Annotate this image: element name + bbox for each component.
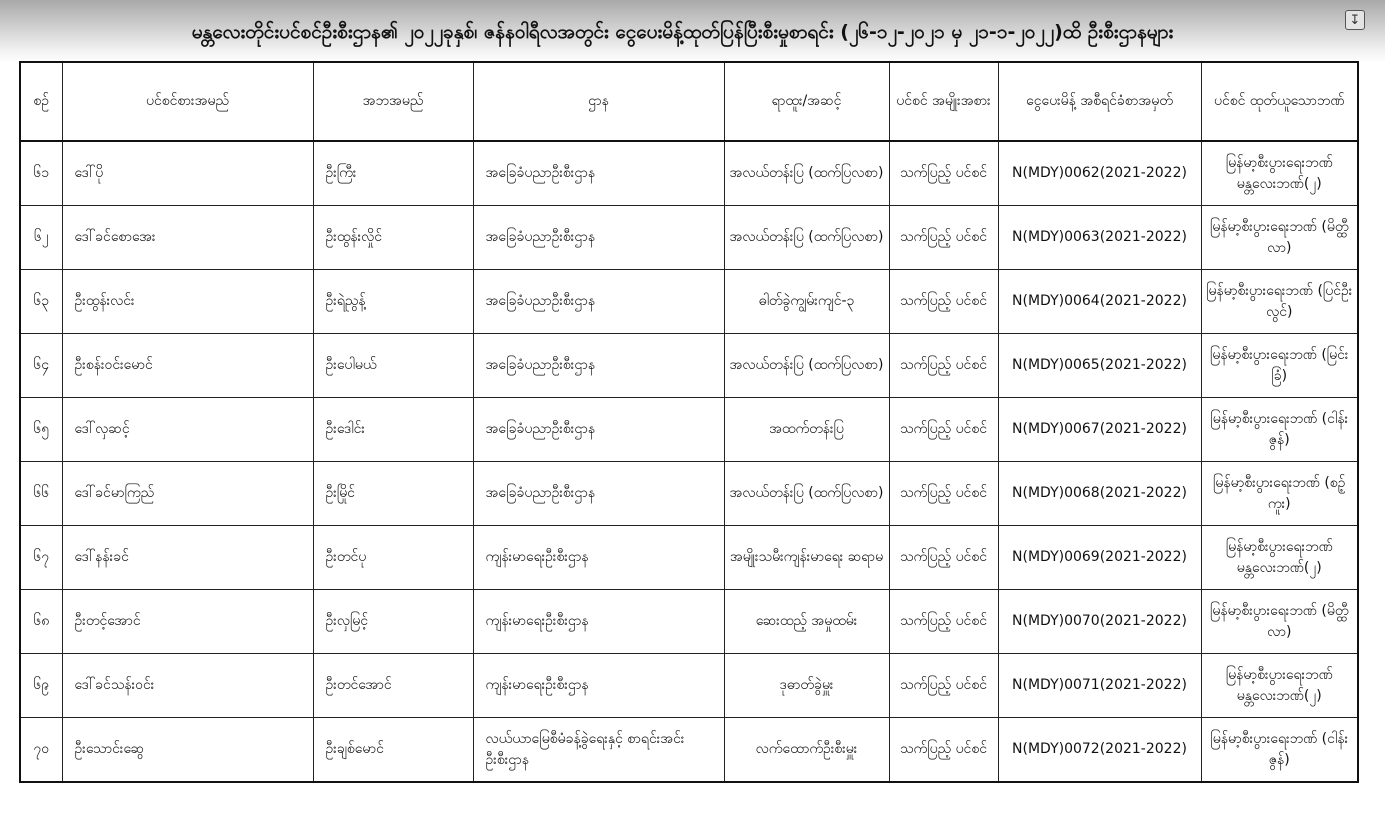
cell-no: ၆၄	[20, 334, 62, 398]
cell-type: သက်ပြည့် ပင်စင်	[889, 526, 998, 590]
cell-rank: အလယ်တန်းပြ (ထက်ပြလစာ)	[724, 334, 889, 398]
col-header-dept: ဌာန	[473, 62, 724, 141]
cell-ref: N(MDY)0072(2021-2022)	[998, 718, 1201, 783]
cell-father: ဦးရဲညွန့်	[313, 270, 473, 334]
cell-type: သက်ပြည့် ပင်စင်	[889, 718, 998, 783]
cell-dept: အခြေခံပညာဦးစီးဌာန	[473, 141, 724, 206]
cell-ref: N(MDY)0071(2021-2022)	[998, 654, 1201, 718]
col-header-ref: ငွေပေးမိန့် အစီရင်ခံစာအမှတ်	[998, 62, 1201, 141]
cell-type: သက်ပြည့် ပင်စင်	[889, 654, 998, 718]
cell-bank: မြန်မာ့စီးပွားရေးဘဏ် (မိတ္ထီလာ)	[1201, 590, 1358, 654]
pension-table	[19, 61, 1359, 783]
cell-name: ဦးတင့်အောင်	[62, 590, 313, 654]
cell-bank: မြန်မာ့စီးပွားရေးဘဏ် (ငါန်းဇွန်)	[1201, 718, 1358, 783]
table-row	[20, 654, 1358, 718]
cell-rank: အလယ်တန်းပြ (ထက်ပြလစာ)	[724, 206, 889, 270]
cell-father: ဦးတင်ပု	[313, 526, 473, 590]
table-header-row	[20, 62, 1358, 141]
cell-name: ဦးသောင်းဆွေ	[62, 718, 313, 783]
cell-rank: ဆေးထည့် အမှုထမ်း	[724, 590, 889, 654]
cell-name: ဒေါ်ခင်သန်းဝင်း	[62, 654, 313, 718]
table-row	[20, 526, 1358, 590]
cell-ref: N(MDY)0069(2021-2022)	[998, 526, 1201, 590]
cell-rank: ဒုဓာတ်ခွဲမှူး	[724, 654, 889, 718]
cell-rank: အထက်တန်းပြ	[724, 398, 889, 462]
cell-bank: မြန်မာ့စီးပွားရေးဘဏ် (မိတ္ထီလာ)	[1201, 206, 1358, 270]
cell-ref: N(MDY)0063(2021-2022)	[998, 206, 1201, 270]
table-row	[20, 462, 1358, 526]
cell-type: သက်ပြည့် ပင်စင်	[889, 141, 998, 206]
cell-dept: အခြေခံပညာဦးစီးဌာန	[473, 334, 724, 398]
cell-ref: N(MDY)0068(2021-2022)	[998, 462, 1201, 526]
cell-rank: အမျိုးသမီးကျန်းမာရေး ဆရာမ	[724, 526, 889, 590]
cell-father: ဦးတင်အောင်	[313, 654, 473, 718]
cell-name: ဒေါ်လှဆင့်	[62, 398, 313, 462]
cell-father: ဦးမြိုင်	[313, 462, 473, 526]
cell-no: ၆၈	[20, 590, 62, 654]
cell-type: သက်ပြည့် ပင်စင်	[889, 334, 998, 398]
cell-no: ၆၉	[20, 654, 62, 718]
cell-no: ၆၂	[20, 206, 62, 270]
cell-no: ၆၁	[20, 141, 62, 206]
cell-bank: မြန်မာ့စီးပွားရေးဘဏ် (မြင်းခြံ)	[1201, 334, 1358, 398]
cell-father: ဦးချစ်မောင်	[313, 718, 473, 783]
cell-type: သက်ပြည့် ပင်စင်	[889, 590, 998, 654]
cell-ref: N(MDY)0067(2021-2022)	[998, 398, 1201, 462]
cell-name: ဒေါ်နန်းခင်	[62, 526, 313, 590]
col-header-father: အဘအမည်	[313, 62, 473, 141]
table-row	[20, 334, 1358, 398]
cell-dept: အခြေခံပညာဦးစီးဌာန	[473, 462, 724, 526]
cell-father: ဦးဒေါင်း	[313, 398, 473, 462]
cell-no: ၆၇	[20, 526, 62, 590]
cell-bank: မြန်မာ့စီးပွားရေးဘဏ် မန္တလေးဘဏ်(၂)	[1201, 526, 1358, 590]
cell-no: ၆၆	[20, 462, 62, 526]
table-row	[20, 141, 1358, 206]
cell-father: ဦးကြီး	[313, 141, 473, 206]
cell-rank: လက်ထောက်ဦးစီးမှူး	[724, 718, 889, 783]
cell-name: ဒေါ်ခင်စောအေး	[62, 206, 313, 270]
download-icon[interactable]: ↧	[1345, 10, 1365, 30]
cell-name: ဒေါ်ပို	[62, 141, 313, 206]
cell-bank: မြန်မာ့စီးပွားရေးဘဏ် မန္တလေးဘဏ်(၂)	[1201, 654, 1358, 718]
cell-dept: ကျန်းမာရေးဦးစီးဌာန	[473, 654, 724, 718]
cell-ref: N(MDY)0070(2021-2022)	[998, 590, 1201, 654]
col-header-rank: ရာထူး/အဆင့်	[724, 62, 889, 141]
cell-type: သက်ပြည့် ပင်စင်	[889, 398, 998, 462]
cell-no: ၆၅	[20, 398, 62, 462]
cell-name: ဒေါ်ခင်မာကြည်	[62, 462, 313, 526]
col-header-name: ပင်စင်စားအမည်	[62, 62, 313, 141]
cell-type: သက်ပြည့် ပင်စင်	[889, 270, 998, 334]
cell-dept: အခြေခံပညာဦးစီးဌာန	[473, 398, 724, 462]
cell-name: ဦးစန်းဝင်းမောင်	[62, 334, 313, 398]
cell-bank: မြန်မာ့စီးပွားရေးဘဏ် (စဉ့်ကူး)	[1201, 462, 1358, 526]
cell-type: သက်ပြည့် ပင်စင်	[889, 206, 998, 270]
cell-name: ဦးထွန်းလင်း	[62, 270, 313, 334]
cell-dept: အခြေခံပညာဦးစီးဌာန	[473, 270, 724, 334]
table-row	[20, 590, 1358, 654]
cell-dept: ကျန်းမာရေးဦးစီးဌာန	[473, 526, 724, 590]
cell-rank: အလယ်တန်းပြ (ထက်ပြလစာ)	[724, 141, 889, 206]
col-header-type: ပင်စင် အမျိုးအစား	[889, 62, 998, 141]
table-row	[20, 398, 1358, 462]
page-title: မန္တလေးတိုင်းပင်စင်ဦးစီးဌာန၏ ၂၀၂၂ခုနှစ်၊ ဇန်နဝါရီလအတွင်း ငွေပေးမိန့်ထုတ်ပြန်ပြီးစီးမှုစာရင်း (၂၆-၁၂-၂၀၂၁ မှ ၂၁-၁-၂၀၂၂)ထိ ဦးစီးဌာနများ	[191, 21, 1174, 43]
col-header-bank: ပင်စင် ထုတ်ယူသောဘဏ်	[1201, 62, 1358, 141]
cell-ref: N(MDY)0062(2021-2022)	[998, 141, 1201, 206]
col-header-no: စဉ်	[20, 62, 62, 141]
cell-dept: အခြေခံပညာဦးစီးဌာန	[473, 206, 724, 270]
table-row	[20, 718, 1358, 783]
cell-rank: အလယ်တန်းပြ (ထက်ပြလစာ)	[724, 462, 889, 526]
cell-ref: N(MDY)0064(2021-2022)	[998, 270, 1201, 334]
table-row	[20, 270, 1358, 334]
table-row	[20, 206, 1358, 270]
cell-dept: ကျန်းမာရေးဦးစီးဌာန	[473, 590, 724, 654]
cell-rank: ဓါတ်ခွဲကျွမ်းကျင်-၃	[724, 270, 889, 334]
cell-bank: မြန်မာ့စီးပွားရေးဘဏ် (ပြင်ဦးလွင်)	[1201, 270, 1358, 334]
cell-ref: N(MDY)0065(2021-2022)	[998, 334, 1201, 398]
cell-bank: မြန်မာ့စီးပွားရေးဘဏ် (ငါန်းဇွန်)	[1201, 398, 1358, 462]
cell-type: သက်ပြည့် ပင်စင်	[889, 462, 998, 526]
cell-father: ဦးပေါမယ်	[313, 334, 473, 398]
cell-father: ဦးလှမြင့်	[313, 590, 473, 654]
cell-father: ဦးထွန်းလှိုင်	[313, 206, 473, 270]
cell-bank: မြန်မာ့စီးပွားရေးဘဏ် မန္တလေးဘဏ်(၂)	[1201, 141, 1358, 206]
cell-no: ၇၀	[20, 718, 62, 783]
cell-dept: လယ်ယာမြေစီမံခန့်ခွဲရေးနှင့် စာရင်းအင်းဦးစီးဌာန	[473, 718, 724, 783]
cell-no: ၆၃	[20, 270, 62, 334]
